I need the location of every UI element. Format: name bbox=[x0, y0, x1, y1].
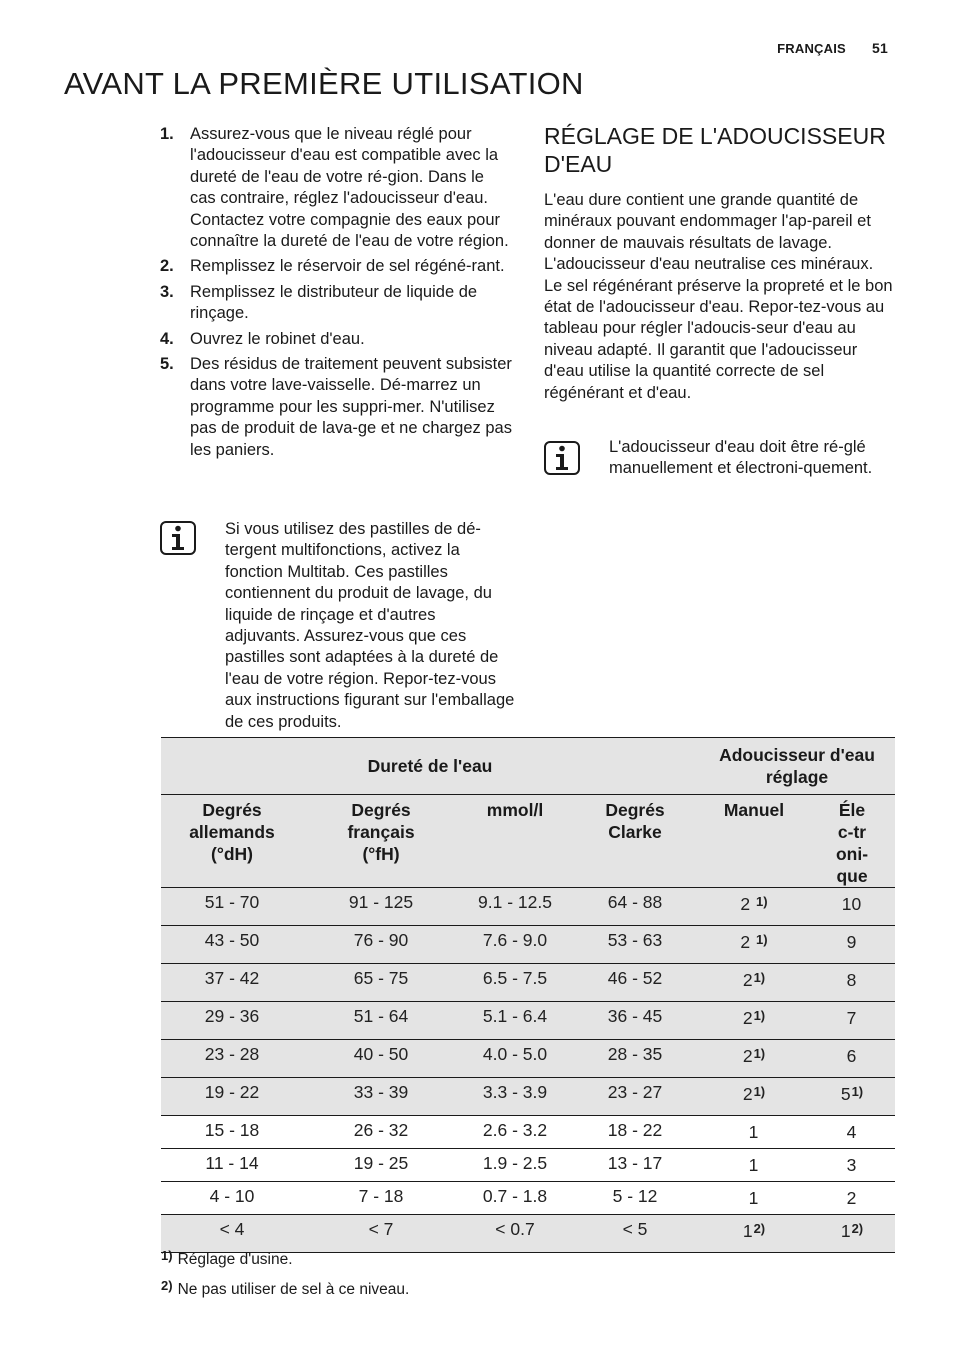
cell-fh: 19 - 25 bbox=[303, 1149, 459, 1182]
section-title: RÉGLAGE DE L'ADOUCISSEUR D'EAU bbox=[544, 123, 886, 177]
electronic-value: 3 bbox=[846, 1155, 857, 1175]
cell-manual bbox=[699, 1002, 809, 1040]
table-row bbox=[161, 926, 895, 964]
electronic-value: 4 bbox=[846, 1122, 857, 1142]
step-number: 2. bbox=[160, 257, 174, 276]
footnotes bbox=[161, 1243, 409, 1303]
col-header-manual: Manuel bbox=[699, 795, 809, 888]
footnote-ref: 2) bbox=[753, 1221, 766, 1236]
footnote-ref: 1) bbox=[851, 1084, 864, 1099]
manual-value: 1 bbox=[748, 1188, 759, 1208]
step-text: Assurez-vous que le niveau réglé pour l'adoucisseur d'eau est compatible avec la dureté de l'eau de votre ré-gion. Dans le cas contraire, réglez l'adoucisseur d'eau. Contactez votre compagnie des eaux pour connaître la dureté de l'eau de votre région. bbox=[190, 125, 509, 251]
footnote-mark: 2) bbox=[161, 1278, 173, 1293]
cell-clarke: 36 - 45 bbox=[571, 1002, 699, 1040]
cell-electronic bbox=[809, 888, 895, 926]
manual-value: 1 bbox=[748, 1155, 759, 1175]
cell-dh: 23 - 28 bbox=[161, 1040, 303, 1078]
table-row bbox=[161, 1149, 895, 1182]
manual-value: 2 bbox=[740, 894, 756, 914]
section-body bbox=[544, 190, 896, 404]
note-text: Si vous utilisez des pastilles de dé-tergent multifonctions, activez la fonction Multitab. Ces pastilles contiennent du produit de lavage, du liquide de rinçage et d'autres adjuvants. Assurez-vous que ces pastilles sont adaptées à la dureté de l'eau de votre région. Repor-tez-vous aux instructions figurant sur l'emballage de ces produits. bbox=[225, 520, 515, 731]
note-text: L'adoucisseur d'eau doit être ré-glé manuellement et électroni-quement. bbox=[609, 438, 873, 478]
cell-fh: 33 - 39 bbox=[303, 1078, 459, 1116]
cell-electronic bbox=[809, 1149, 895, 1182]
cell-mmol: 0.7 - 1.8 bbox=[459, 1182, 571, 1215]
footnote-ref: 1) bbox=[753, 1008, 766, 1023]
col-header-label: Degrés français (°fH) bbox=[347, 800, 415, 864]
step-text: Remplissez le distributeur de liquide de rinçage. bbox=[190, 282, 478, 323]
col-header-label: Degrés Clarke bbox=[605, 800, 665, 842]
cell-dh: 19 - 22 bbox=[161, 1078, 303, 1116]
cell-electronic bbox=[809, 1002, 895, 1040]
cell-clarke: 18 - 22 bbox=[571, 1116, 699, 1149]
cell-mmol: 2.6 - 3.2 bbox=[459, 1116, 571, 1149]
electronic-value: 9 bbox=[846, 932, 857, 952]
col-header-mmol: mmol/l bbox=[459, 795, 571, 888]
table-group-header-row bbox=[161, 738, 895, 795]
manual-value: 1 bbox=[742, 1221, 753, 1241]
cell-electronic bbox=[809, 1040, 895, 1078]
footnote-ref: 1) bbox=[753, 970, 766, 985]
footnote-ref: 1) bbox=[753, 1046, 766, 1061]
cell-mmol: 1.9 - 2.5 bbox=[459, 1149, 571, 1182]
header-water-hardness: Dureté de l'eau bbox=[161, 738, 699, 795]
cell-clarke: 64 - 88 bbox=[571, 888, 699, 926]
cell-clarke: 53 - 63 bbox=[571, 926, 699, 964]
step-text: Ouvrez le robinet d'eau. bbox=[190, 329, 365, 348]
step-number: 3. bbox=[160, 282, 174, 301]
header-language: FRANÇAIS bbox=[777, 41, 846, 56]
step-item bbox=[160, 354, 512, 461]
manual-value: 2 bbox=[742, 1008, 753, 1028]
cell-dh: 51 - 70 bbox=[161, 888, 303, 926]
electronic-value: 1 bbox=[840, 1221, 851, 1241]
cell-mmol: < 0.7 bbox=[459, 1215, 571, 1253]
footnote-text: Ne pas utiliser de sel à ce niveau. bbox=[177, 1281, 410, 1298]
header-softener-setting: Adoucisseur d'eau réglage bbox=[699, 738, 895, 795]
footnote-ref: 2) bbox=[851, 1221, 864, 1236]
col-header-french-degrees bbox=[303, 795, 459, 888]
footnote bbox=[161, 1243, 409, 1273]
col-header-label: Degrés allemands (°dH) bbox=[189, 800, 275, 864]
cell-dh: 43 - 50 bbox=[161, 926, 303, 964]
cell-dh: 29 - 36 bbox=[161, 1002, 303, 1040]
cell-clarke: 23 - 27 bbox=[571, 1078, 699, 1116]
footnote-mark: 1) bbox=[161, 1248, 173, 1263]
table-row bbox=[161, 1182, 895, 1215]
cell-manual bbox=[699, 1215, 809, 1253]
manual-value: 2 bbox=[742, 970, 753, 990]
manual-value: 1 bbox=[748, 1122, 759, 1142]
page-title: AVANT LA PREMIÈRE UTILISATION bbox=[64, 66, 584, 101]
cell-fh: 91 - 125 bbox=[303, 888, 459, 926]
section-paragraph: Le sel régénérant préserve la propreté et le bon état de l'adoucisseur d'eau. Repor-tez-vous au tableau pour régler l'adoucis-seur d'eau au niveau adapté. Il garantit que l'adoucisseur d'eau utilise la quantité correcte de sel régénérant et d'eau. bbox=[544, 276, 893, 402]
cell-dh: 15 - 18 bbox=[161, 1116, 303, 1149]
cell-clarke: < 5 bbox=[571, 1215, 699, 1253]
manual-value: 2 bbox=[742, 1046, 753, 1066]
cell-electronic bbox=[809, 1182, 895, 1215]
electronic-value: 6 bbox=[846, 1046, 857, 1066]
table-row bbox=[161, 1078, 895, 1116]
electronic-value: 5 bbox=[840, 1084, 851, 1104]
cell-electronic bbox=[809, 1215, 895, 1253]
water-hardness-table bbox=[161, 737, 895, 1253]
table-row bbox=[161, 888, 895, 926]
page-number: 51 bbox=[872, 40, 888, 56]
cell-fh: 26 - 32 bbox=[303, 1116, 459, 1149]
cell-fh: 40 - 50 bbox=[303, 1040, 459, 1078]
manual-value: 2 bbox=[740, 932, 756, 952]
step-text: Remplissez le réservoir de sel régéné-rant. bbox=[190, 257, 505, 276]
cell-manual bbox=[699, 888, 809, 926]
cell-clarke: 28 - 35 bbox=[571, 1040, 699, 1078]
steps-list bbox=[160, 124, 512, 465]
footnote-text: Réglage d'usine. bbox=[177, 1251, 293, 1268]
cell-clarke: 13 - 17 bbox=[571, 1149, 699, 1182]
cell-dh: 37 - 42 bbox=[161, 964, 303, 1002]
step-item bbox=[160, 329, 512, 350]
electronic-value: 7 bbox=[846, 1008, 857, 1028]
cell-clarke: 46 - 52 bbox=[571, 964, 699, 1002]
col-header-clarke bbox=[571, 795, 699, 888]
cell-dh: < 4 bbox=[161, 1215, 303, 1253]
cell-manual bbox=[699, 1078, 809, 1116]
col-header-label: Élec-troni-que bbox=[835, 800, 869, 886]
step-text: Des résidus de traitement peuvent subsister dans votre lave-vaisselle. Dé-marrez un programme pour les suppri-mer. N'utilisez pas de produit de lava-ge et ne chargez pas les paniers. bbox=[190, 355, 512, 459]
step-item bbox=[160, 124, 512, 252]
cell-electronic bbox=[809, 926, 895, 964]
footnote-ref: 1) bbox=[753, 1084, 766, 1099]
cell-manual bbox=[699, 1040, 809, 1078]
electronic-value: 8 bbox=[846, 970, 857, 990]
cell-fh: 51 - 64 bbox=[303, 1002, 459, 1040]
electronic-value: 10 bbox=[841, 894, 862, 914]
info-icon bbox=[544, 441, 580, 475]
table-column-header-row bbox=[161, 795, 895, 888]
table-row bbox=[161, 1116, 895, 1149]
cell-manual bbox=[699, 1149, 809, 1182]
cell-manual bbox=[699, 926, 809, 964]
table-row bbox=[161, 964, 895, 1002]
cell-electronic bbox=[809, 1116, 895, 1149]
cell-manual bbox=[699, 964, 809, 1002]
manual-value: 2 bbox=[742, 1084, 753, 1104]
cell-fh: 76 - 90 bbox=[303, 926, 459, 964]
footnote-ref: 1) bbox=[756, 894, 768, 909]
step-item bbox=[160, 282, 512, 325]
step-number: 4. bbox=[160, 329, 174, 348]
cell-dh: 4 - 10 bbox=[161, 1182, 303, 1215]
col-header-german-degrees bbox=[161, 795, 303, 888]
cell-manual bbox=[699, 1116, 809, 1149]
cell-mmol: 5.1 - 6.4 bbox=[459, 1002, 571, 1040]
cell-fh: 65 - 75 bbox=[303, 964, 459, 1002]
cell-clarke: 5 - 12 bbox=[571, 1182, 699, 1215]
table-row bbox=[161, 1040, 895, 1078]
cell-manual bbox=[699, 1182, 809, 1215]
info-icon bbox=[160, 521, 196, 555]
cell-electronic bbox=[809, 964, 895, 1002]
table-row bbox=[161, 1002, 895, 1040]
page-header bbox=[777, 40, 888, 56]
cell-mmol: 4.0 - 5.0 bbox=[459, 1040, 571, 1078]
cell-mmol: 6.5 - 7.5 bbox=[459, 964, 571, 1002]
cell-electronic bbox=[809, 1078, 895, 1116]
cell-fh: 7 - 18 bbox=[303, 1182, 459, 1215]
step-number: 5. bbox=[160, 355, 174, 374]
electronic-value: 2 bbox=[846, 1188, 857, 1208]
footnote-ref: 1) bbox=[756, 932, 768, 947]
cell-mmol: 7.6 - 9.0 bbox=[459, 926, 571, 964]
footnote bbox=[161, 1273, 409, 1303]
col-header-electronic bbox=[809, 795, 895, 888]
cell-dh: 11 - 14 bbox=[161, 1149, 303, 1182]
step-number: 1. bbox=[160, 125, 174, 143]
step-item bbox=[160, 256, 512, 277]
cell-mmol: 3.3 - 3.9 bbox=[459, 1078, 571, 1116]
cell-fh: < 7 bbox=[303, 1215, 459, 1253]
cell-mmol: 9.1 - 12.5 bbox=[459, 888, 571, 926]
section-paragraph: L'eau dure contient une grande quantité de minéraux pouvant endommager l'ap-pareil et donner de mauvais résultats de lavage. L'adoucisseur d'eau neutralise ces minéraux. bbox=[544, 191, 874, 274]
